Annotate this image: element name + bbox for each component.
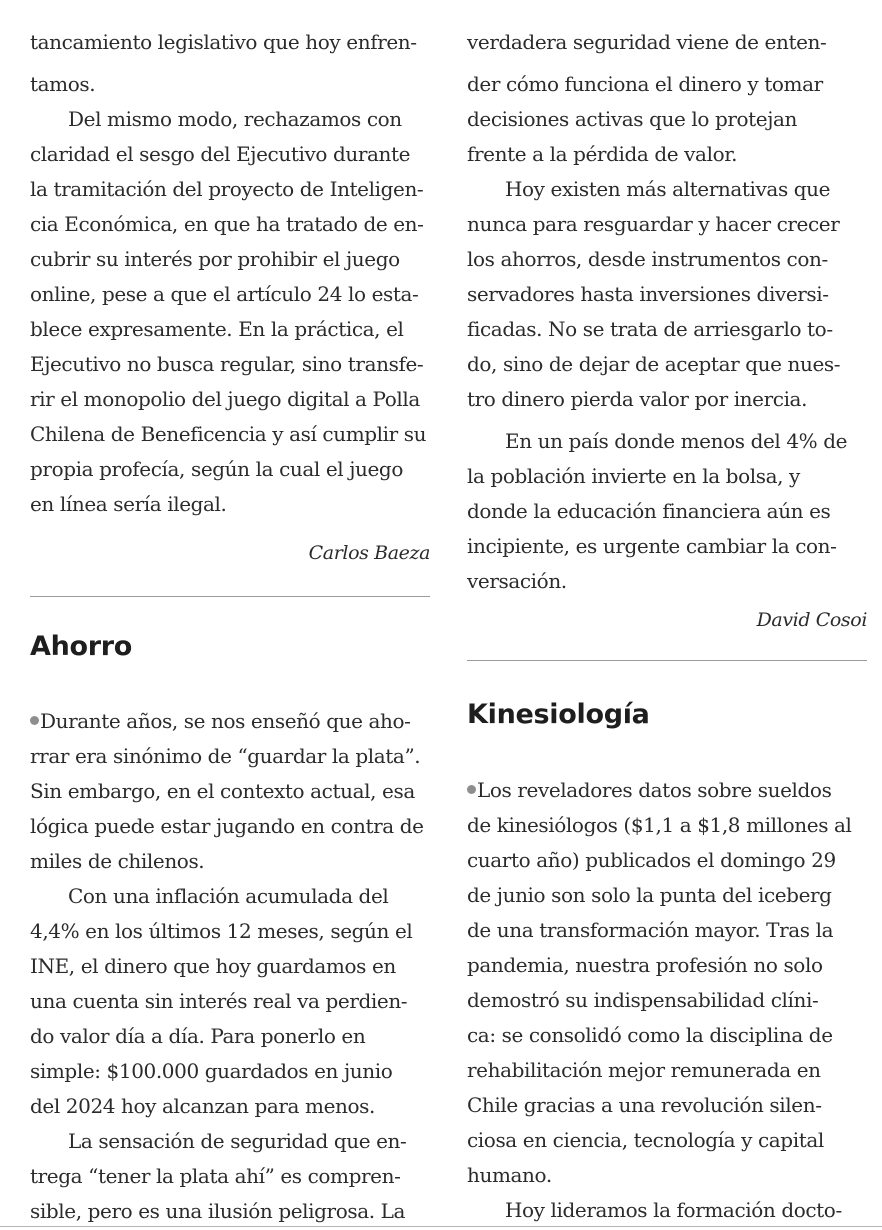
text-line: Del mismo modo, rechazamos con bbox=[68, 107, 402, 131]
text-line: Hoy lideramos la formación docto- bbox=[505, 1198, 842, 1222]
text-line: online, pese a que el artículo 24 lo esta- bbox=[30, 282, 419, 306]
text-line bbox=[30, 704, 411, 738]
text-line: propia profecía, según la cual el juego bbox=[30, 457, 403, 481]
text-line: en línea sería ilegal. bbox=[30, 492, 227, 516]
text-line: miles de chilenos. bbox=[30, 849, 205, 873]
bullet-icon bbox=[467, 785, 476, 794]
section-divider bbox=[467, 660, 867, 661]
text-line: simple: $100.000 guardados en junio bbox=[30, 1059, 393, 1083]
text-line: la tramitación del proyecto de Inteligen- bbox=[30, 177, 424, 201]
text-line: decisiones activas que lo protejan bbox=[467, 107, 798, 131]
text-line: de junio son solo la punta del iceberg bbox=[467, 883, 832, 907]
section-title-ahorro: Ahorro bbox=[30, 631, 133, 662]
text-line: INE, el dinero que hoy guardamos en bbox=[30, 954, 396, 978]
text-line: sible, pero es una ilusión peligrosa. La bbox=[30, 1199, 406, 1223]
text-line: ca: se consolidó como la disciplina de bbox=[467, 1023, 833, 1047]
author-signature: David Cosoi bbox=[756, 609, 867, 631]
author-signature: Carlos Baeza bbox=[308, 542, 430, 564]
text-line: claridad el sesgo del Ejecutivo durante bbox=[30, 142, 411, 166]
bullet-icon bbox=[30, 716, 39, 725]
text-line: Ejecutivo no busca regular, sino transfe- bbox=[30, 352, 424, 376]
text-line: Sin embargo, en el contexto actual, esa bbox=[30, 779, 415, 803]
text-line: servadores hasta inversiones diversi- bbox=[467, 282, 829, 306]
text-line: Hoy existen más alternativas que bbox=[505, 177, 831, 201]
text-line: 4,4% en los últimos 12 meses, según el bbox=[30, 919, 413, 943]
text-line: pandemia, nuestra profesión no solo bbox=[467, 953, 823, 977]
text-line: cubrir su interés por prohibir el juego bbox=[30, 247, 400, 271]
text-line: cia Económica, en que ha tratado de en- bbox=[30, 212, 424, 236]
text-line: ficadas. No se trata de arriesgarlo to- bbox=[467, 317, 833, 341]
text-line: tro dinero pierda valor por inercia. bbox=[467, 387, 808, 411]
page-bottom-divider bbox=[0, 1226, 882, 1227]
text-line: rir el monopolio del juego digital a Polla bbox=[30, 387, 420, 411]
text-line: del 2024 hoy alcanzan para menos. bbox=[30, 1094, 375, 1118]
text-line: los ahorros, desde instrumentos con- bbox=[467, 247, 828, 271]
text-line: blece expresamente. En la práctica, el bbox=[30, 317, 404, 341]
text-line: una cuenta sin interés real va perdien- bbox=[30, 989, 408, 1013]
text-line: do valor día a día. Para ponerlo en bbox=[30, 1024, 366, 1048]
text-line: frente a la pérdida de valor. bbox=[467, 142, 738, 166]
section-divider bbox=[30, 596, 430, 597]
text-line: ciosa en ciencia, tecnología y capital bbox=[467, 1128, 824, 1152]
text-line bbox=[467, 773, 831, 807]
text-line: de kinesiólogos ($1,1 a $1,8 millones al bbox=[467, 813, 852, 837]
text-line: donde la educación financiera aún es bbox=[467, 499, 831, 523]
text-line: verdadera seguridad viene de enten- bbox=[467, 30, 827, 54]
text-line: versación. bbox=[467, 569, 567, 593]
text-line: trega “tener la plata ahí” es compren- bbox=[30, 1164, 401, 1188]
text-line: La sensación de seguridad que en- bbox=[68, 1129, 407, 1153]
text-line: nunca para resguardar y hacer crecer bbox=[467, 212, 840, 236]
text-line: Chile gracias a una revolución silen- bbox=[467, 1093, 822, 1117]
text-line: rrar era sinónimo de “guardar la plata”. bbox=[30, 744, 421, 768]
text-line: humano. bbox=[467, 1163, 552, 1187]
text-line: Chilena de Beneficencia y así cumplir su bbox=[30, 422, 427, 446]
text-line: tancamiento legislativo que hoy enfren- bbox=[30, 30, 417, 54]
text-line: la población invierte en la bolsa, y bbox=[467, 464, 800, 488]
text-line: cuarto año) publicados el domingo 29 bbox=[467, 848, 836, 872]
text-line-content: Durante años, se nos enseñó que aho- bbox=[40, 709, 411, 733]
text-line-content: Los reveladores datos sobre sueldos bbox=[477, 778, 832, 802]
text-line: demostró su indispensabilidad clíni- bbox=[467, 988, 819, 1012]
section-title-kinesiologia: Kinesiología bbox=[467, 699, 650, 730]
text-line: do, sino de dejar de aceptar que nues- bbox=[467, 352, 841, 376]
text-line: tamos. bbox=[30, 72, 96, 96]
text-line: Con una inflación acumulada del bbox=[68, 884, 389, 908]
text-line: En un país donde menos del 4% de bbox=[505, 429, 848, 453]
text-line: der cómo funciona el dinero y tomar bbox=[467, 72, 823, 96]
text-line: de una transformación mayor. Tras la bbox=[467, 918, 834, 942]
text-line: rehabilitación mejor remunerada en bbox=[467, 1058, 821, 1082]
text-line: incipiente, es urgente cambiar la con- bbox=[467, 534, 837, 558]
text-line: lógica puede estar jugando en contra de bbox=[30, 814, 424, 838]
